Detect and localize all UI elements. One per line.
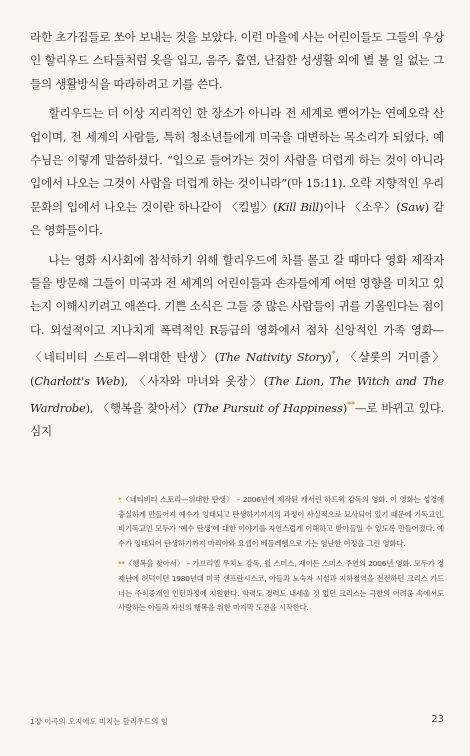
- lion-witch-wardrobe-title: The Lion, The Witch and The Wardrobe: [30, 373, 445, 415]
- running-title: 1장 이곡의 오지에도 미치는 할리우드의 힘: [30, 717, 168, 726]
- pursuit-of-happiness-title: The Pursuit of Happiness: [197, 400, 343, 415]
- paragraph-2-text-b: )이나 〈소우〉(: [319, 199, 401, 214]
- paragraph-3-text-b: ): [327, 350, 332, 365]
- footnote-marker-1: *: [331, 348, 336, 359]
- main-body-text: [30, 26, 444, 444]
- paragraph-3-text-c: , 〈샬롯의 거미줄〉(: [30, 350, 444, 388]
- paragraph-3-text-a: 나는 영화 시사회에 참석하기 위해 할리우드에 차를 몰고 갈 때마다 영화 제작자들을 방문해 그들이 미국과 전 세계의 어린이들과 손자들에게 어떤 영향을 미치고 있는지 이해시키려고 애쓴다. 기쁜 소식은 그들 중 많은 사람들이 귀를 기울인다는 점이다. 외설적이고 지나치게 폭력적인 R등급의 영화에서 점차 신앙적인 가족 영화—〈네티비티 스토리—위대한 탄생〉(: [30, 252, 444, 365]
- footnote-1-text: 〈네티비티 스토리—위대한 탄생〉 – 2006년에 제작된 캐서린 하드윅 감독의 영화. 이 영화는 성경에 충실하게 만들어져 예수가 잉태되고 탄생하기까지의 과정이 사실적으로 묘사되어 있기 때문에 기독교인, 비기독교인 모두가 ‘예수 탄생’에 대한 이야기를 자연스럽게 이해하고 받아들일 수 있도록 만들어졌다. 예수가 잉태되어 탄생하기까지 마리아와 요셉이 베들레헴으로 가는 험난한 여정을 그린 영화다.: [118, 495, 444, 548]
- kill-bill-title: Kill Bill: [277, 199, 319, 214]
- paragraph-3: [30, 249, 444, 444]
- paragraph-3-text-g: —로 바뀌고 있다. 심지: [30, 400, 444, 439]
- paragraph-2-text-a: 할리우드는 더 이상 지리적인 한 장소가 아니라 전 세계로 뻗어가는 연예오락 산업이며, 전 세계의 사람들, 특히 청소년들에게 미국을 대변하는 목소리가 되었다. 예수님은 이렇게 말씀하셨다. “입으로 들어가는 것이 사람을 더럽게 하는 것이 아니라 입에서 나오는 그것이 사람을 더럽게 하는 것이니라”(마 15:11). 오락 지향적인 우리 문화의 입에서 나오는 것이란 하나같이 〈킬빌〉(: [30, 106, 444, 214]
- paragraph-2: [30, 102, 444, 242]
- charlottes-web-title: Charlott's Web: [34, 373, 121, 388]
- paragraph-3-text-f: ): [342, 400, 347, 415]
- nativity-story-title: The Nativity Story: [218, 350, 328, 365]
- paragraph-3-text-e: ), 〈행복을 찾아서〉(: [85, 400, 198, 415]
- footnote-1: [118, 493, 444, 551]
- paragraph-1-text: 라한 초가집들로 쏘아 보내는 것을 보았다. 이런 마을에 사는 어린이들도 그들의 우상인 할리우드 스타들처럼 옷을 입고, 음주, 흡연, 난잡한 성생활 외에 별 볼 일 없는 그들의 생활방식을 따라하려고 기를 쓴다.: [30, 30, 444, 91]
- paragraph-1: [30, 26, 444, 96]
- footnote-2-text: 〈행복을 찾아서〉 – 가브리엘 무치노 감독, 윌 스미스, 제이든 스미스 주연의 2006년 영화. 모두가 경제난에 허덕이던 1980년대 미국 샌프란시스코, 아들과 노숙자 시설과 지하철역을 전전하던 크리스 가드너는 주식중개인 인턴과정에 지원한다. 학력도 경력도 내세울 것 없던 크리스는 극한의 어려움 속에서도 사랑하는 아들과 자신의 행복을 위한 마지막 도전을 시작한다.: [118, 559, 444, 613]
- page-number: 23: [431, 714, 444, 725]
- paragraph-2-text-c: ) 같은 영화들이다.: [30, 199, 444, 238]
- paragraph-3-text-d: ), 〈사자와 마녀와 옷장〉(: [120, 373, 269, 388]
- footnote-marker-2: **: [346, 398, 355, 409]
- saw-title: Saw: [400, 199, 425, 214]
- footnotes: [118, 493, 444, 616]
- footnote-1-mark: *: [118, 496, 122, 504]
- footnote-2: [118, 557, 444, 615]
- footnote-2-mark: **: [118, 560, 125, 569]
- page-footer: [30, 714, 444, 728]
